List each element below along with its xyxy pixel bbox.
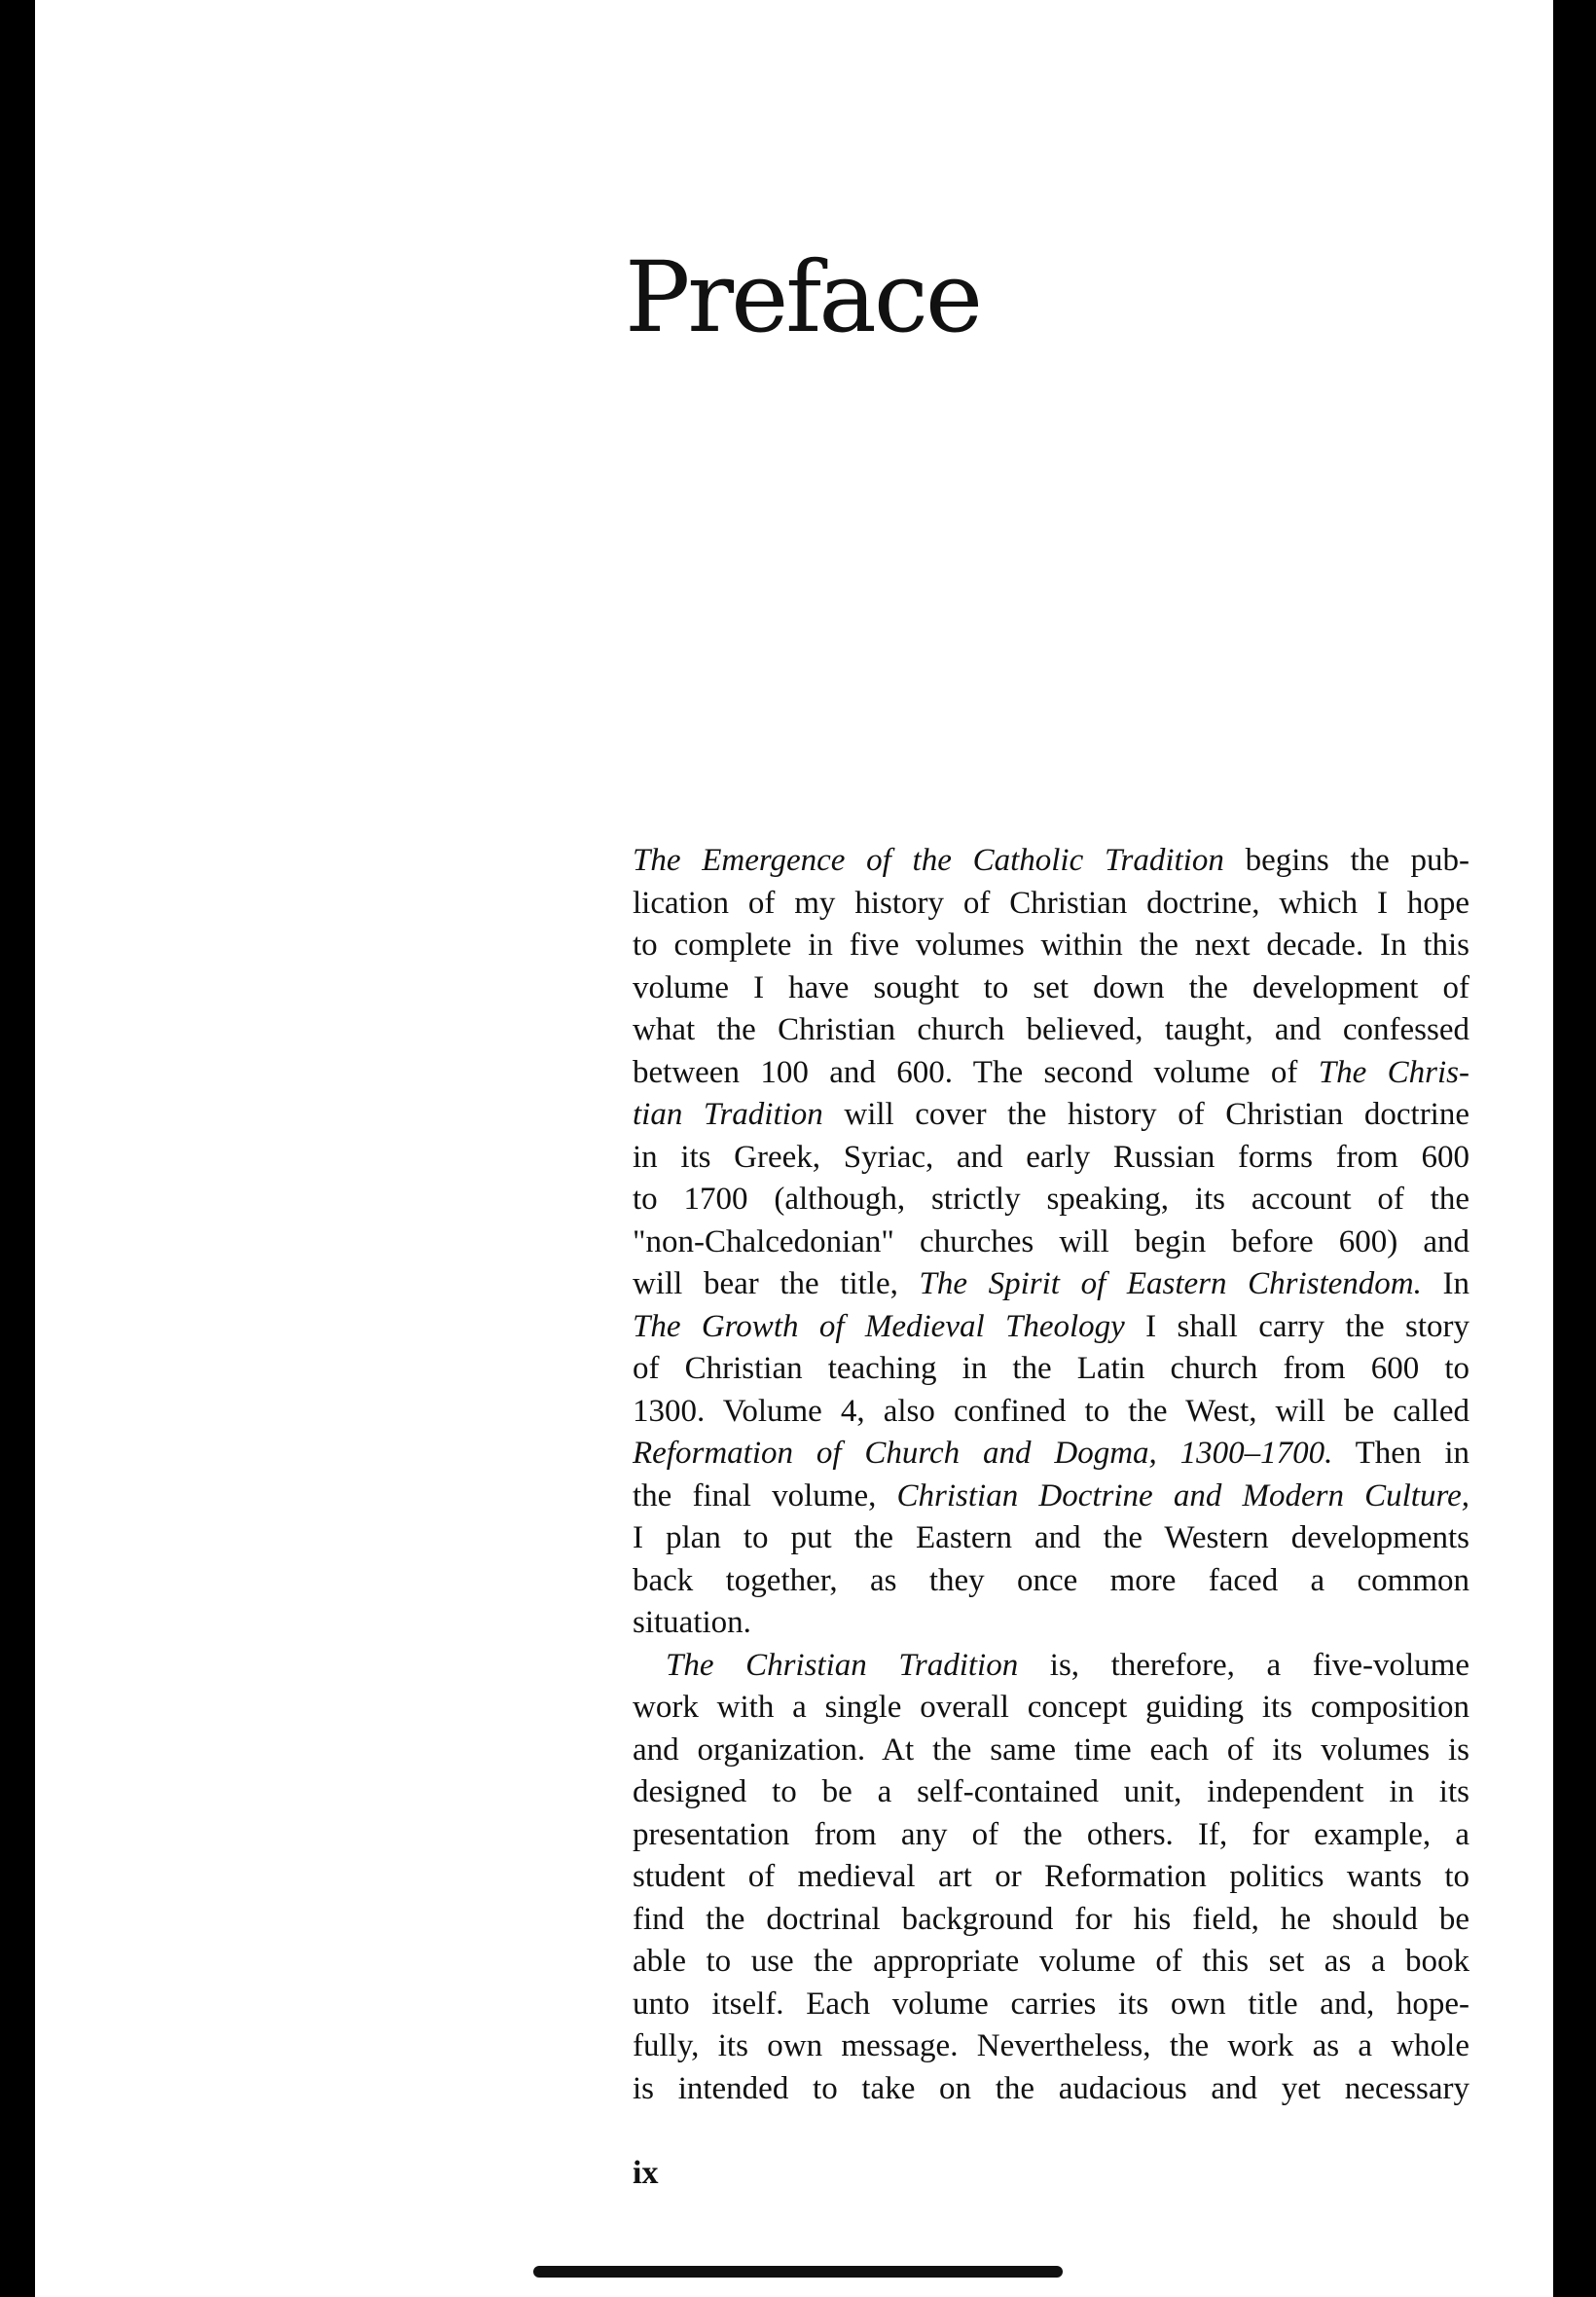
text-line: will bear the title, The Spirit of Eastern Christendom. In [633, 1266, 1469, 1301]
text-line: work with a single overall concept guiding its composition [633, 1690, 1469, 1725]
text-line: lication of my history of Christian doctrine, which I hope [633, 885, 1469, 921]
home-indicator-bar[interactable] [533, 2266, 1063, 2278]
preface-body [633, 840, 1469, 2110]
text-line: The Christian Tradition is, therefore, a five-volume [666, 1647, 1469, 1683]
text-line: "non-Chalcedonian" churches will begin before 600) and [633, 1223, 1469, 1259]
text-line: Reformation of Church and Dogma, 1300–1700. Then in [633, 1436, 1469, 1471]
text-line: of Christian teaching in the Latin church from 600 to [633, 1351, 1469, 1386]
text-line: the final volume, Christian Doctrine and Modern Culture, [633, 1477, 1469, 1513]
text-line: is intended to take on the audacious and yet necessary [633, 2070, 1469, 2106]
text-line: unto itself. Each volume carries its own title and, hope- [633, 1986, 1469, 2022]
text-line: 1300. Volume 4, also confined to the West, will be called [633, 1393, 1469, 1429]
page-number: ix [633, 2155, 659, 2191]
text-line: student of medieval art or Reformation politics wants to [633, 1859, 1469, 1894]
text-line: fully, its own message. Nevertheless, the work as a whole [633, 2028, 1469, 2063]
text-line: The Growth of Medieval Theology I shall carry the story [633, 1308, 1469, 1344]
text-line: able to use the appropriate volume of this set as a book [633, 1944, 1469, 1979]
text-line: back together, as they once more faced a common [633, 1562, 1469, 1598]
text-line: between 100 and 600. The second volume of The Chris- [633, 1054, 1470, 1090]
text-line: presentation from any of the others. If, for example, a [633, 1816, 1469, 1852]
text-line: what the Christian church believed, taught, and confessed [633, 1012, 1469, 1047]
text-line: to 1700 (although, strictly speaking, its account of the [633, 1182, 1469, 1217]
text-line: in its Greek, Syriac, and early Russian forms from 600 [633, 1139, 1469, 1175]
text-line: situation. [633, 1605, 751, 1640]
text-line: I plan to put the Eastern and the Western developments [633, 1520, 1469, 1555]
page-title: Preface [625, 240, 981, 354]
text-line: and organization. At the same time each of its volumes is [633, 1732, 1469, 1768]
text-line: find the doctrinal background for his field, he should be [633, 1901, 1469, 1937]
book-page [35, 0, 1553, 2297]
text-line: designed to be a self-contained unit, independent in its [633, 1774, 1469, 1809]
text-line: volume I have sought to set down the development of [633, 969, 1469, 1005]
text-line: tian Tradition will cover the history of Christian doctrine [633, 1097, 1469, 1132]
text-line: to complete in five volumes within the next decade. In this [633, 928, 1469, 963]
text-line: The Emergence of the Catholic Tradition begins the pub- [633, 843, 1469, 878]
